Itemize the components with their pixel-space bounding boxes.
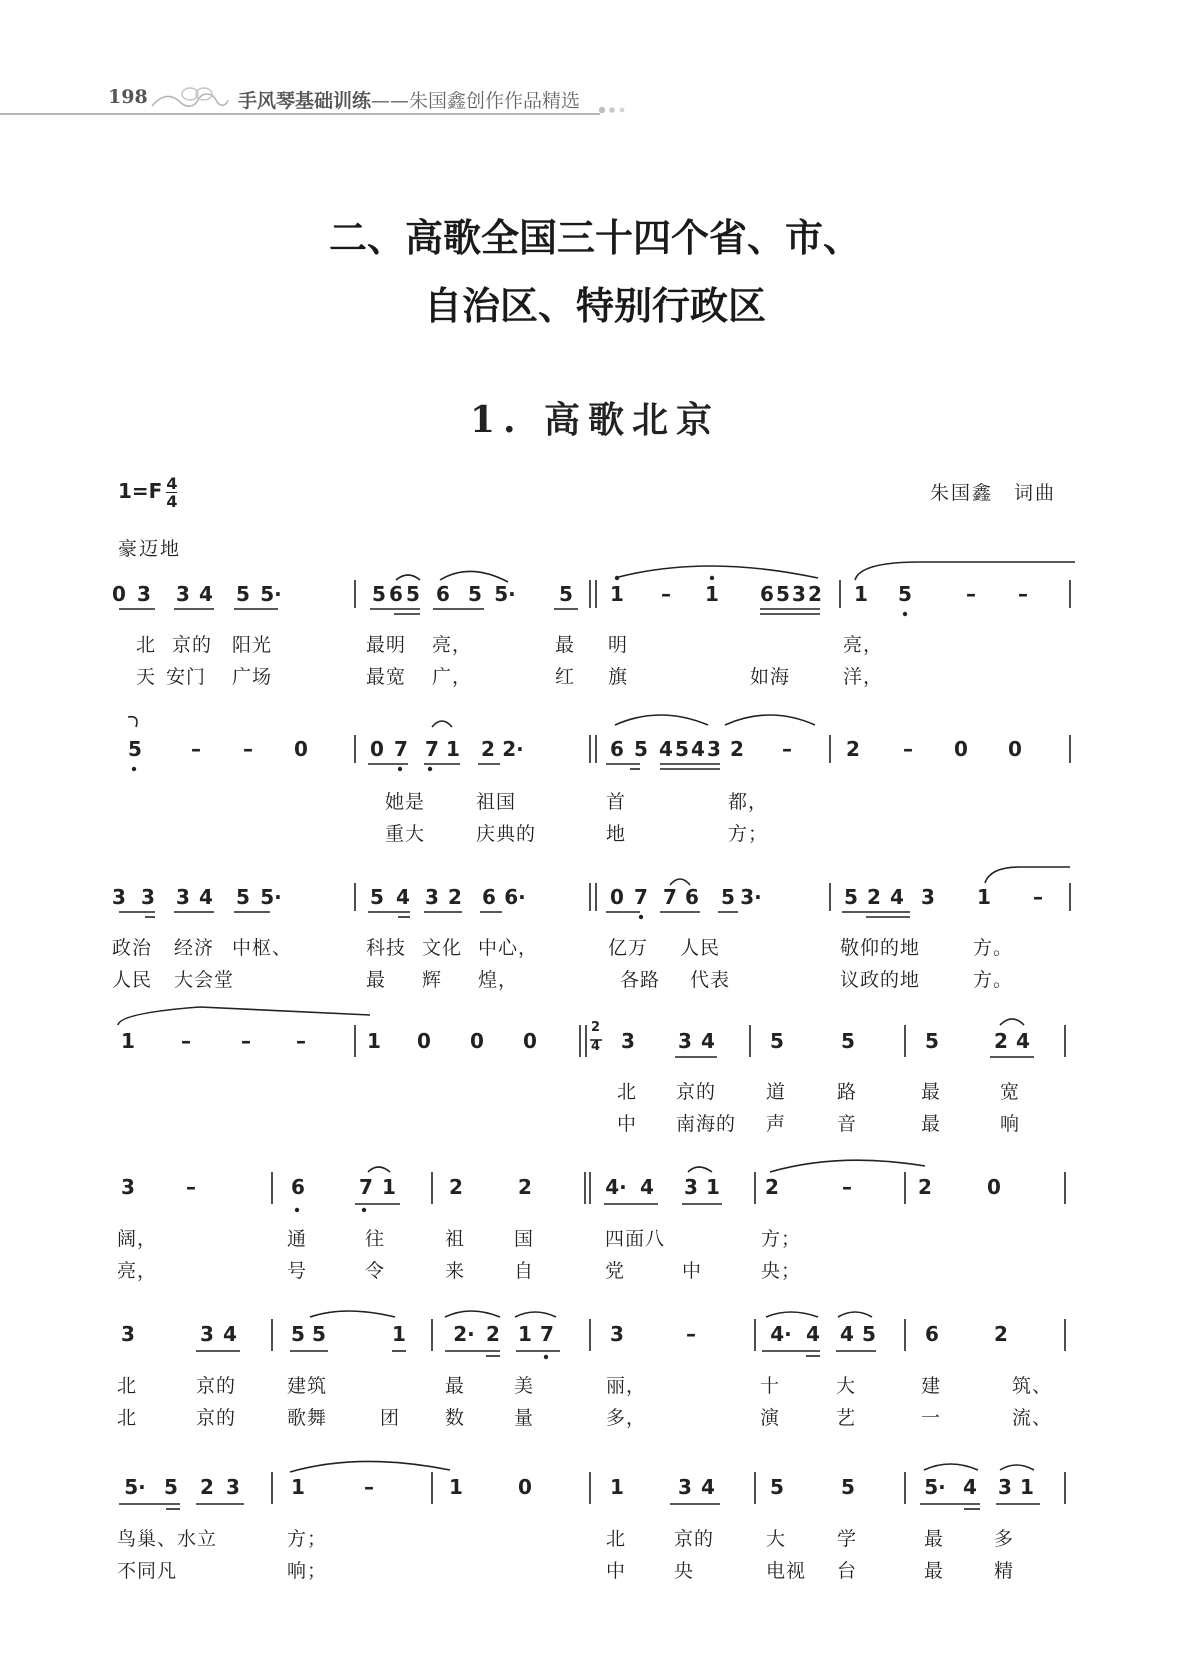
note: 5 — [721, 885, 735, 909]
lyric: 方。 — [973, 969, 1014, 991]
lyric: 台 — [837, 1560, 858, 1582]
lyric: 旗 — [608, 666, 629, 688]
composer-credit: 朱国鑫 词曲 — [930, 482, 1057, 504]
note: 2 — [918, 1175, 932, 1199]
note: 7 — [663, 885, 677, 909]
note: 3 — [112, 885, 126, 909]
note: 5· — [494, 582, 516, 606]
lyric: 文化 — [422, 937, 463, 959]
running-header — [0, 0, 1190, 130]
note: 3 — [707, 737, 721, 761]
score-system-2 — [0, 705, 1190, 845]
note: 1 — [382, 1175, 396, 1199]
lyric: 大会堂 — [174, 969, 235, 991]
note: 2 — [808, 582, 822, 606]
note: 5 — [841, 1475, 855, 1499]
lyric: 音 — [837, 1113, 858, 1135]
lyric: 阔， — [117, 1228, 158, 1250]
lyric: 建筑 — [287, 1375, 328, 1397]
lyric: 如海 — [750, 666, 791, 688]
lyric: 祖 — [445, 1228, 466, 1250]
lyric: 自 — [514, 1260, 535, 1282]
note: 5 — [370, 885, 384, 909]
note: 3 — [137, 582, 151, 606]
lyric: 广场 — [232, 666, 273, 688]
lyric: 北 — [117, 1407, 138, 1429]
lyric: 南海的 — [676, 1113, 737, 1135]
lyric: 北 — [117, 1375, 138, 1397]
system-5-marks — [0, 1160, 1190, 1290]
lyric: 红 — [555, 666, 576, 688]
lyric: 路 — [837, 1081, 858, 1103]
lyric: 亮， — [843, 634, 884, 656]
book-subtitle: 朱国鑫创作作品精选 — [409, 90, 581, 112]
lyric: 最 — [921, 1113, 942, 1135]
note: 4 — [840, 1322, 854, 1346]
ornament-icon — [150, 84, 230, 114]
note: 2 — [486, 1322, 500, 1346]
note: 3· — [740, 885, 762, 909]
lyric: 亮， — [432, 634, 473, 656]
lyric: 精 — [994, 1560, 1015, 1582]
note: – — [241, 1029, 251, 1053]
lyric: 京的 — [196, 1407, 237, 1429]
title-dash: —— — [371, 90, 410, 112]
lyric: 流、 — [1012, 1407, 1053, 1429]
note: 2 — [449, 1175, 463, 1199]
note: 3 — [121, 1322, 135, 1346]
note: 1 — [977, 885, 991, 909]
note: 1 — [367, 1029, 381, 1053]
lyric: 代表 — [690, 969, 731, 991]
note: 5· — [260, 885, 282, 909]
note: 6 — [685, 885, 699, 909]
lyric: 演 — [760, 1407, 781, 1429]
lyric: 令 — [365, 1260, 386, 1282]
note: 7 — [425, 737, 439, 761]
note: 5 — [372, 582, 386, 606]
note: 4 — [963, 1475, 977, 1499]
note: – — [191, 737, 201, 761]
note: 5· — [924, 1475, 946, 1499]
lyric: 祖国 — [476, 791, 517, 813]
score-system-1 — [0, 560, 1190, 690]
lyric: 北 — [606, 1528, 627, 1550]
note: – — [243, 737, 253, 761]
note: 3 — [678, 1029, 692, 1053]
song-title: 1. 高歌北京 — [469, 399, 721, 441]
note: – — [364, 1475, 374, 1499]
lyric: 方； — [728, 823, 769, 845]
note: 5 — [898, 582, 912, 606]
note: 5· — [260, 582, 282, 606]
dots-icon — [598, 104, 638, 116]
note: 1 — [705, 582, 719, 606]
note: 7 — [540, 1322, 554, 1346]
lyric: 方； — [287, 1528, 328, 1550]
score-system-5 — [0, 1160, 1190, 1290]
note: 4· — [605, 1175, 627, 1199]
note: 0 — [987, 1175, 1001, 1199]
lyric: 艺 — [836, 1407, 857, 1429]
note: – — [661, 582, 671, 606]
lyric: 宽 — [1000, 1081, 1021, 1103]
note: 6 — [925, 1322, 939, 1346]
lyric: 阳光 — [232, 634, 273, 656]
note: – — [966, 582, 976, 606]
note: 4 — [890, 885, 904, 909]
note: 6 — [436, 582, 450, 606]
note: 5 — [770, 1029, 784, 1053]
note: 5 — [844, 885, 858, 909]
note: 3 — [684, 1175, 698, 1199]
note: 6· — [504, 885, 526, 909]
lyric: 亿万 — [608, 937, 649, 959]
lyric: 中 — [606, 1560, 627, 1582]
note: 2 — [994, 1029, 1008, 1053]
score-system-7 — [0, 1458, 1190, 1588]
note: – — [686, 1322, 696, 1346]
note: 2· — [453, 1322, 475, 1346]
note: 5 — [236, 885, 250, 909]
lyric: 北 — [136, 634, 157, 656]
note: 5 — [862, 1322, 876, 1346]
note: 0 — [470, 1029, 484, 1053]
note: – — [1018, 582, 1028, 606]
book-title — [238, 86, 580, 113]
lyric: 数 — [445, 1407, 466, 1429]
lyric: 都， — [728, 791, 769, 813]
lyric: 丽， — [606, 1375, 647, 1397]
note: 7 — [634, 885, 648, 909]
note: 6 — [760, 582, 774, 606]
lyric: 重大 — [385, 823, 426, 845]
time-denominator: 4 — [166, 492, 178, 511]
lyric: 党 — [605, 1260, 626, 1282]
lyric: 多 — [994, 1528, 1015, 1550]
note: 2 — [518, 1175, 532, 1199]
note: 6 — [389, 582, 403, 606]
note: 4 — [1016, 1029, 1030, 1053]
note: 2 — [867, 885, 881, 909]
lyric: 亮， — [117, 1260, 158, 1282]
note: 2 — [200, 1475, 214, 1499]
lyric: 道 — [766, 1081, 787, 1103]
lyric: 最 — [924, 1560, 945, 1582]
note: 1 — [121, 1029, 135, 1053]
lyric: 敬仰的地 — [840, 937, 921, 959]
lyric: 最 — [366, 969, 387, 991]
note: 5 — [559, 582, 573, 606]
note: 1 — [1020, 1475, 1034, 1499]
note: 1 — [610, 582, 624, 606]
note: 5· — [124, 1475, 146, 1499]
lyric: 号 — [287, 1260, 308, 1282]
note: – — [186, 1175, 196, 1199]
lyric: 电视 — [766, 1560, 807, 1582]
header-rule — [0, 113, 600, 115]
lyric: 各路 — [620, 969, 661, 991]
note: 0 — [370, 737, 384, 761]
note: 3 — [425, 885, 439, 909]
lyric: 往 — [365, 1228, 386, 1250]
note: 1 — [392, 1322, 406, 1346]
lyric: 最 — [445, 1375, 466, 1397]
lyric: 最 — [921, 1081, 942, 1103]
note: 2 — [846, 737, 860, 761]
lyric: 响； — [287, 1560, 328, 1582]
note: 2 — [765, 1175, 779, 1199]
lyric: 最 — [555, 634, 576, 656]
note: 4 — [691, 737, 705, 761]
note: 5 — [468, 582, 482, 606]
lyric: 鸟巢、水立 — [117, 1528, 218, 1550]
note: 2· — [502, 737, 524, 761]
score-system-3 — [0, 855, 1190, 991]
note: 2 — [730, 737, 744, 761]
lyric: 她是 — [385, 791, 426, 813]
lyric: 不同凡 — [117, 1560, 178, 1582]
note: 0 — [417, 1029, 431, 1053]
lyric: 京的 — [674, 1528, 715, 1550]
note: 3 — [121, 1175, 135, 1199]
lyric: 中枢、 — [232, 937, 293, 959]
score-system-4 — [0, 1005, 1190, 1135]
note: 3 — [176, 885, 190, 909]
note: 1 — [446, 737, 460, 761]
lyric: 歌舞 — [287, 1407, 328, 1429]
lyric: 四面八 — [605, 1228, 666, 1250]
note: 4 — [701, 1475, 715, 1499]
lyric: 中 — [617, 1113, 638, 1135]
note: 3 — [226, 1475, 240, 1499]
note: 5 — [925, 1029, 939, 1053]
note: 7 — [394, 737, 408, 761]
lyric: 煌， — [478, 969, 519, 991]
chapter-title-line2: 自治区、特别行政区 — [423, 283, 766, 328]
lyric: 人民 — [112, 969, 153, 991]
note: 4 — [701, 1029, 715, 1053]
score-system-6 — [0, 1305, 1190, 1435]
note: 5 — [770, 1475, 784, 1499]
note: 3 — [921, 885, 935, 909]
time-numerator: 4 — [166, 474, 178, 493]
note: 4 — [640, 1175, 654, 1199]
lyric: 安门 — [166, 666, 207, 688]
note: 6 — [482, 885, 496, 909]
lyric: 地 — [606, 823, 627, 845]
note: 3 — [176, 582, 190, 606]
note: 4· — [770, 1322, 792, 1346]
note: – — [842, 1175, 852, 1199]
note: 5 — [236, 582, 250, 606]
note: 1 — [449, 1475, 463, 1499]
note: 5 — [164, 1475, 178, 1499]
note: 5 — [634, 737, 648, 761]
note: 5 — [128, 737, 142, 761]
note: 4 — [199, 885, 213, 909]
lyric: 筑、 — [1012, 1375, 1053, 1397]
note: – — [903, 737, 913, 761]
note: 0 — [518, 1475, 532, 1499]
note: – — [296, 1029, 306, 1053]
lyric: 辉 — [422, 969, 443, 991]
lyric: 最 — [924, 1528, 945, 1550]
lyric: 广， — [432, 666, 473, 688]
note: – — [782, 737, 792, 761]
lyric: 方； — [761, 1228, 802, 1250]
lyric: 京的 — [676, 1081, 717, 1103]
lyric: 央 — [674, 1560, 695, 1582]
chapter-title-line1: 二、高歌全国三十四个省、市、 — [328, 215, 861, 260]
page-number: 198 — [108, 86, 148, 108]
note: 4 — [659, 737, 673, 761]
note: 3 — [998, 1475, 1012, 1499]
lyric: 通 — [287, 1228, 308, 1250]
lyric: 建 — [921, 1375, 942, 1397]
lyric: 响 — [1000, 1113, 1021, 1135]
note: 6 — [610, 737, 624, 761]
note: 4 — [396, 885, 410, 909]
note: 3 — [200, 1322, 214, 1346]
lyric: 京的 — [196, 1375, 237, 1397]
note: 6 — [291, 1175, 305, 1199]
book-main-title: 手风琴基础训练 — [238, 90, 372, 112]
lyric: 央； — [761, 1260, 802, 1282]
tempo-marking: 豪迈地 — [118, 538, 182, 560]
note: 0 — [610, 885, 624, 909]
note: 3 — [141, 885, 155, 909]
note: 1 — [291, 1475, 305, 1499]
note: 0 — [112, 582, 126, 606]
lyric: 天 — [136, 666, 157, 688]
note: 0 — [954, 737, 968, 761]
lyric: 最宽 — [366, 666, 407, 688]
note: 4 — [199, 582, 213, 606]
lyric: 美 — [514, 1375, 535, 1397]
note: 5 — [291, 1322, 305, 1346]
note: 2 — [448, 885, 462, 909]
lyric: 团 — [380, 1407, 401, 1429]
lyric: 方。 — [973, 937, 1014, 959]
lyric: 中心， — [478, 937, 539, 959]
lyric: 国 — [514, 1228, 535, 1250]
note: – — [181, 1029, 191, 1053]
lyric: 声 — [766, 1113, 787, 1135]
note: 1 — [518, 1322, 532, 1346]
lyric: 一 — [921, 1407, 942, 1429]
note: 0 — [294, 737, 308, 761]
lyric: 北 — [617, 1081, 638, 1103]
lyric: 京的 — [172, 634, 213, 656]
lyric: 庆典的 — [476, 823, 537, 845]
note: 3 — [678, 1475, 692, 1499]
lyric: 经济 — [174, 937, 215, 959]
time-change-numerator: 2 — [591, 1020, 602, 1035]
note: 5 — [776, 582, 790, 606]
lyric: 多， — [606, 1407, 647, 1429]
lyric: 来 — [445, 1260, 466, 1282]
lyric: 科技 — [366, 937, 407, 959]
note: 2 — [994, 1322, 1008, 1346]
note: 5 — [406, 582, 420, 606]
note: 2 — [481, 737, 495, 761]
lyric: 人民 — [680, 937, 721, 959]
lyric: 大 — [766, 1528, 787, 1550]
note: 1 — [610, 1475, 624, 1499]
lyric: 政治 — [112, 937, 153, 959]
note: 5 — [675, 737, 689, 761]
lyric: 大 — [836, 1375, 857, 1397]
lyric: 量 — [514, 1407, 535, 1429]
system-2-marks — [0, 705, 1190, 835]
note: 3 — [610, 1322, 624, 1346]
lyric: 中 — [682, 1260, 703, 1282]
lyric: 明 — [608, 634, 629, 656]
note: 5 — [841, 1029, 855, 1053]
lyric: 首 — [606, 791, 627, 813]
note: 3 — [621, 1029, 635, 1053]
note: 7 — [359, 1175, 373, 1199]
note: 5 — [312, 1322, 326, 1346]
lyric: 学 — [837, 1528, 858, 1550]
lyric: 洋， — [843, 666, 884, 688]
note: 4 — [223, 1322, 237, 1346]
note: 0 — [1008, 737, 1022, 761]
note: 1 — [706, 1175, 720, 1199]
key-label: 1=F — [118, 479, 163, 503]
note: 3 — [792, 582, 806, 606]
note: 4 — [806, 1322, 820, 1346]
lyric: 议政的地 — [840, 969, 921, 991]
note: – — [1033, 885, 1043, 909]
key-signature — [118, 475, 177, 510]
note: 0 — [523, 1029, 537, 1053]
time-change-denominator: 4 — [591, 1039, 602, 1054]
note: 1 — [854, 582, 868, 606]
time-signature — [166, 475, 177, 510]
lyric: 十 — [760, 1375, 781, 1397]
lyric: 最明 — [366, 634, 407, 656]
